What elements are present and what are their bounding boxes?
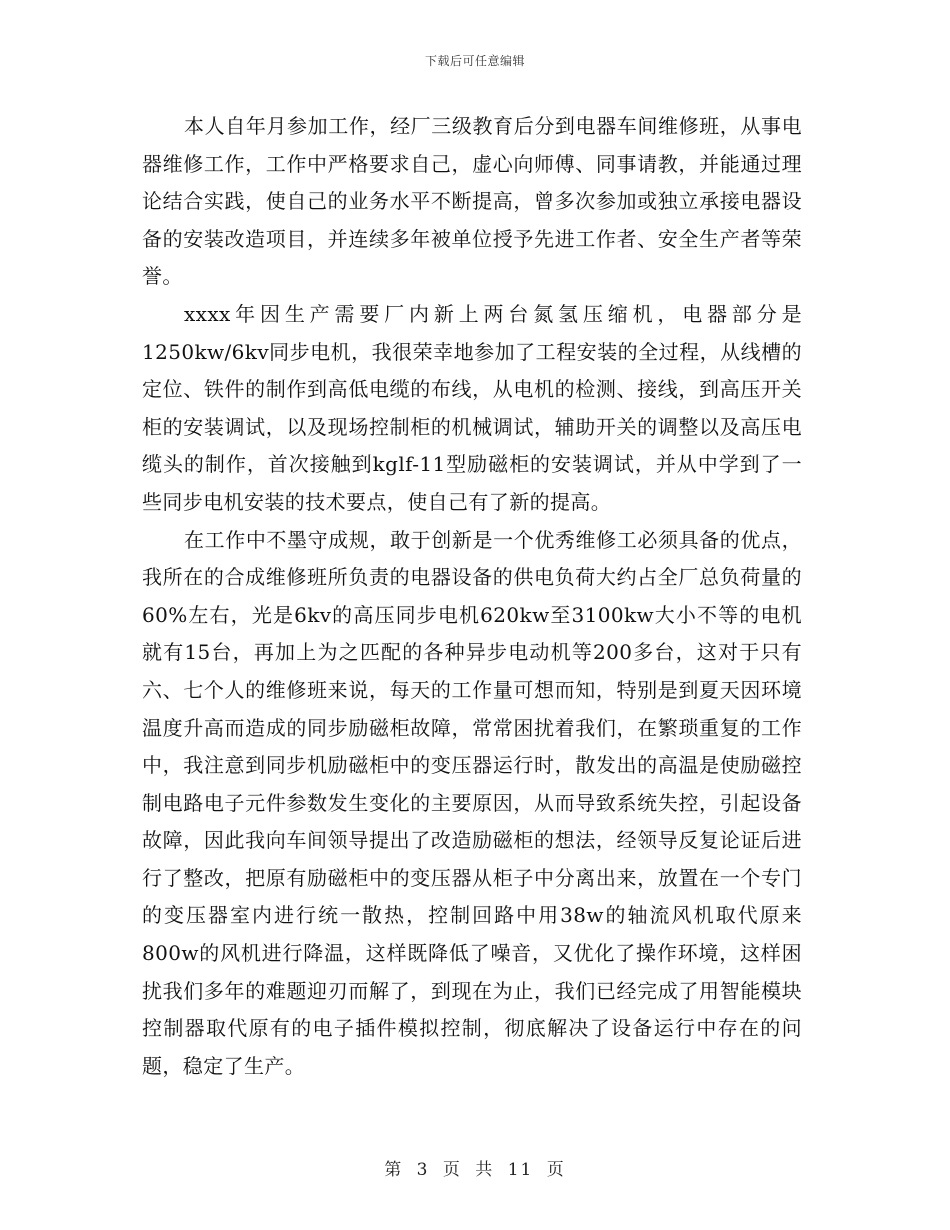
page-number-footer: 第 3 页 共 11 页 xyxy=(384,1160,566,1180)
document-body xyxy=(142,108,802,1085)
paragraph-1: 本人自年月参加工作，经厂三级教育后分到电器车间维修班，从事电器维修工作，工作中严格要求自己，虚心向师傅、同事请教，并能通过理论结合实践，使自己的业务水平不断提高，曾多次参加或独立承接电器设备的安装改造项目，并连续多年被单位授予先进工作者、安全生产者等荣誉。 xyxy=(142,114,802,289)
page-header: 下载后可任意编辑 xyxy=(424,54,525,68)
paragraph-2: xxxx年因生产需要厂内新上两台氮氢压缩机，电器部分是1250kw/6kv同步电机，我很荣幸地参加了工程安装的全过程，从线槽的定位、铁件的制作到高低电缆的布线，从电机的检测、接线，到高压开关柜的安装调试，以及现场控制柜的机械调试，辅助开关的调整以及高压电缆头的制作，首次接触到kglf-11型励磁柜的安装调试，并从中学到了一些同步电机安装的技术要点，使自己有了新的提高。 xyxy=(142,301,802,514)
paragraph-3: 在工作中不墨守成规，敢于创新是一个优秀维修工必须具备的优点，我所在的合成维修班所负责的电器设备的供电负荷大约占全厂总负荷量的60%左右，光是6kv的高压同步电机620kw至3100kw大小不等的电机就有15台，再加上为之匹配的各种异步电动机等200多台，这对于只有六、七个人的维修班来说，每天的工作量可想而知，特别是到夏天因环境温度升高而造成的同步励磁柜故障，常常困扰着我们，在繁琐重复的工作中，我注意到同步机励磁柜中的变压器运行时，散发出的高温是使励磁控制电路电子元件参数发生变化的主要原因，从而导致系统失控，引起设备故障，因此我向车间领导提出了改造励磁柜的想法，经领导反复论证后进行了整改，把原有励磁柜中的变压器从柜子中分离出来，放置在一个专门的变压器室内进行统一散热，控制回路中用38w的轴流风机取代原来800w的风机进行降温，这样既降低了噪音，又优化了操作环境，这样困扰我们多年的难题迎刃而解了，到现在为止，我们已经完成了用智能模块控制器取代原有的电子插件模拟控制，彻底解决了设备运行中存在的问题，稳定了生产。 xyxy=(142,527,802,1078)
